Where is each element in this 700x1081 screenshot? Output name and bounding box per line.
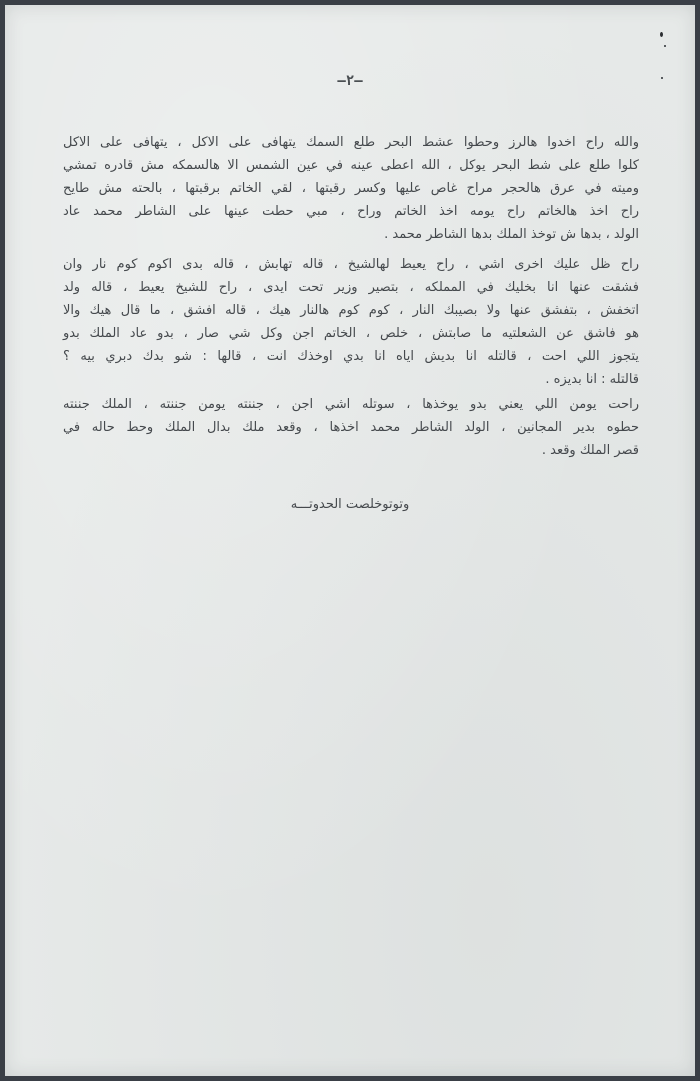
text-line: يتجوز اللي احت ، قالتله انا بديش اياه انا بدي اوخذك انت ، قالها : شو بدك دبري بيه ؟: [63, 349, 639, 364]
text-line: اتخفش ، بتفشق عنها ولا بصيبك النار ، كوم كوم هالنار هيك ، قاله افشق ، ما قال هيك والا: [63, 303, 639, 318]
paragraph: [63, 393, 639, 462]
closing-line: وتوتوخلصت الحدوتـــه: [290, 497, 410, 512]
text-line: فشقت عنها انا بخليك في المملكه ، بتصير وزير تحت ايدى ، راح للشيخ يعيط ، قاله ولد: [63, 280, 639, 295]
text-line: كلوا طلع على شط البحر يوكل ، الله اعطى عينه في عين الشمس الا هالسمكه مش قادره تمشي: [63, 158, 639, 173]
ink-speck: [664, 45, 666, 47]
ink-speck: [660, 32, 663, 37]
paragraph: [63, 131, 639, 246]
text-line: راح اخذ هالخاتم راح يومه اخذ الخاتم وراح ، مبي حطت عينها على الشاطر محمد عاد: [63, 204, 639, 219]
text-line: راحت يومن اللي يعني بدو يوخذها ، سوتله اشي اجن ، جننته يومن جننته ، الملك جننته: [63, 397, 639, 412]
document-page: [5, 5, 695, 1076]
text-line: قالتله : انا بديزه .: [545, 372, 639, 387]
text-line: هو فاشق عن الشعلتيه ما صابتش ، خلص ، الخاتم اجن وكل شي صار ، بدو عاد الملك بدو: [63, 326, 639, 341]
page-number: —٢—: [337, 73, 363, 89]
text-line: والله راح اخدوا هالرز وحطوا عشط البحر طلع السمك يتهافى على الاكل ، يتهافى على الاكل: [63, 135, 639, 150]
paragraph: [63, 253, 639, 391]
text-line: حطوه بدير المجانين ، الولد الشاطر محمد اخذها ، وقعد ملك بدال الملك وحط حاله في: [63, 420, 639, 435]
text-line: الولد ، بدها ش توخذ الملك بدها الشاطر محمد .: [384, 227, 639, 242]
text-line: راح ظل عليك اخرى اشي ، راح يعيط لهالشيخ ، قاله تهابش ، قاله بدى اكوم كوم نار وان: [63, 257, 639, 272]
text-line: قصر الملك وقعد .: [541, 443, 639, 458]
text-line: وميته في عرق هالحجر مراح غاص عليها وكسر رقبتها ، لقي الخاتم برقبتها ، بالحته مش طايح: [63, 181, 639, 196]
